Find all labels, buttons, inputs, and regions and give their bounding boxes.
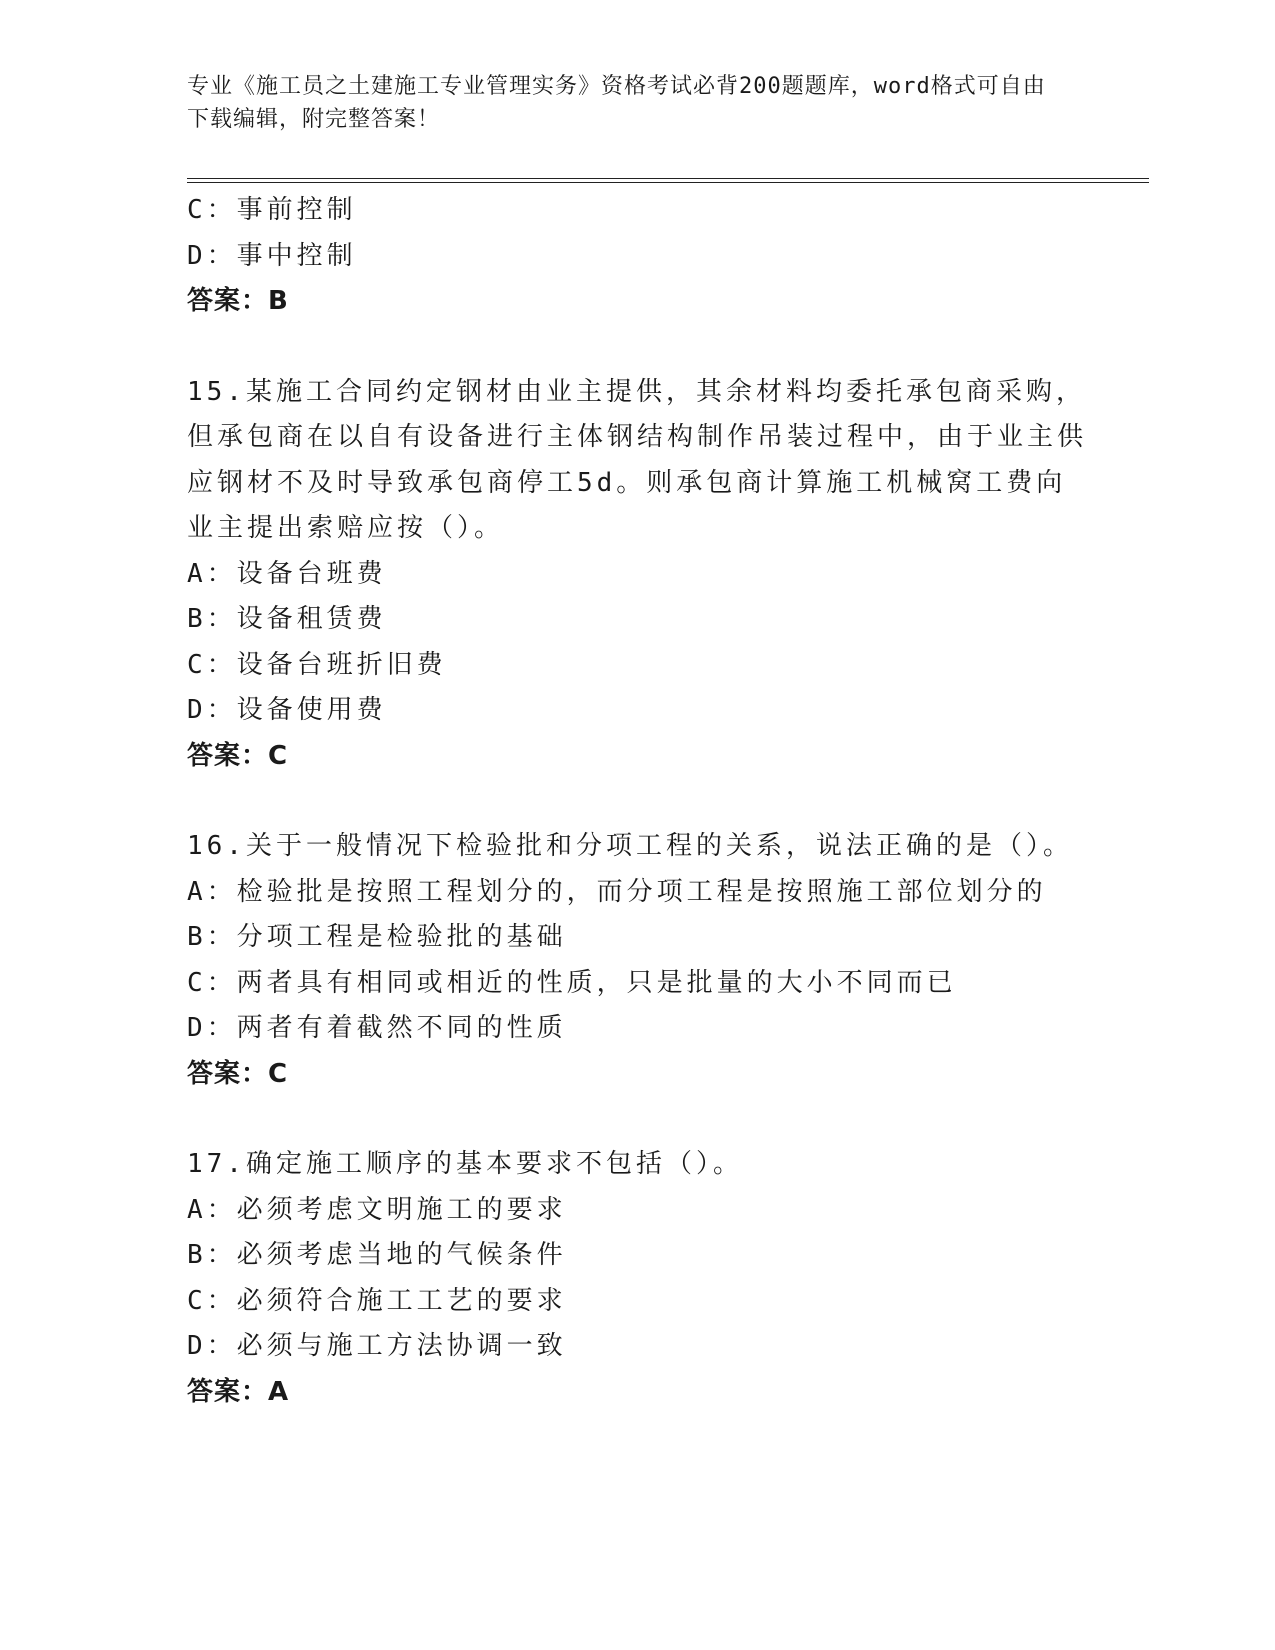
question-stem: 15.某施工合同约定钢材由业主提供，其余材料均委托承包商采购，但承包商在以自有设备进行主体钢结构制作吊装过程中，由于业主供应钢材不及时导致承包商停工5d。则承包商计算施工机械窝工费向业主提出索赔应按（）。: [187, 376, 1088, 543]
answer-line: 答案：C: [187, 740, 289, 771]
option-d: D：事中控制: [187, 240, 357, 271]
option-d: D：必须与施工方法协调一致: [187, 1331, 567, 1361]
question-16: [187, 824, 1087, 1097]
document-header: 专业《施工员之土建施工专业管理实务》资格考试必背200题题库，word格式可自由下载编辑，附完整答案！: [187, 74, 1046, 132]
question-17: [187, 1142, 1087, 1415]
answer-line: 答案：B: [187, 286, 289, 316]
header-rule-bottom: [187, 182, 1149, 183]
answer-line: 答案：A: [187, 1376, 290, 1407]
carryover-question: [187, 188, 1087, 325]
question-stem: 17.确定施工顺序的基本要求不包括（）。: [187, 1149, 743, 1179]
question-stem: 16.关于一般情况下检验批和分项工程的关系，说法正确的是（）。: [187, 831, 1073, 861]
option-b: B：分项工程是检验批的基础: [187, 922, 567, 952]
header-rule-top: [187, 178, 1149, 179]
option-c: C：事前控制: [187, 195, 357, 225]
option-a: A：设备台班费: [187, 558, 387, 589]
option-d: D：设备使用费: [187, 695, 387, 725]
question-15: [187, 370, 1087, 780]
option-c: C：设备台班折旧费: [187, 649, 447, 680]
option-c: C：两者具有相同或相近的性质，只是批量的大小不同而已: [187, 967, 957, 998]
option-a: A：必须考虑文明施工的要求: [187, 1194, 567, 1225]
option-b: B：必须考虑当地的气候条件: [187, 1240, 567, 1270]
option-d: D：两者有着截然不同的性质: [187, 1013, 567, 1043]
option-b: B：设备租赁费: [187, 604, 387, 634]
document-body: [187, 188, 1087, 1415]
option-c: C：必须符合施工工艺的要求: [187, 1285, 567, 1316]
option-a: A：检验批是按照工程划分的，而分项工程是按照施工部位划分的: [187, 876, 1047, 907]
answer-line: 答案：C: [187, 1058, 289, 1089]
